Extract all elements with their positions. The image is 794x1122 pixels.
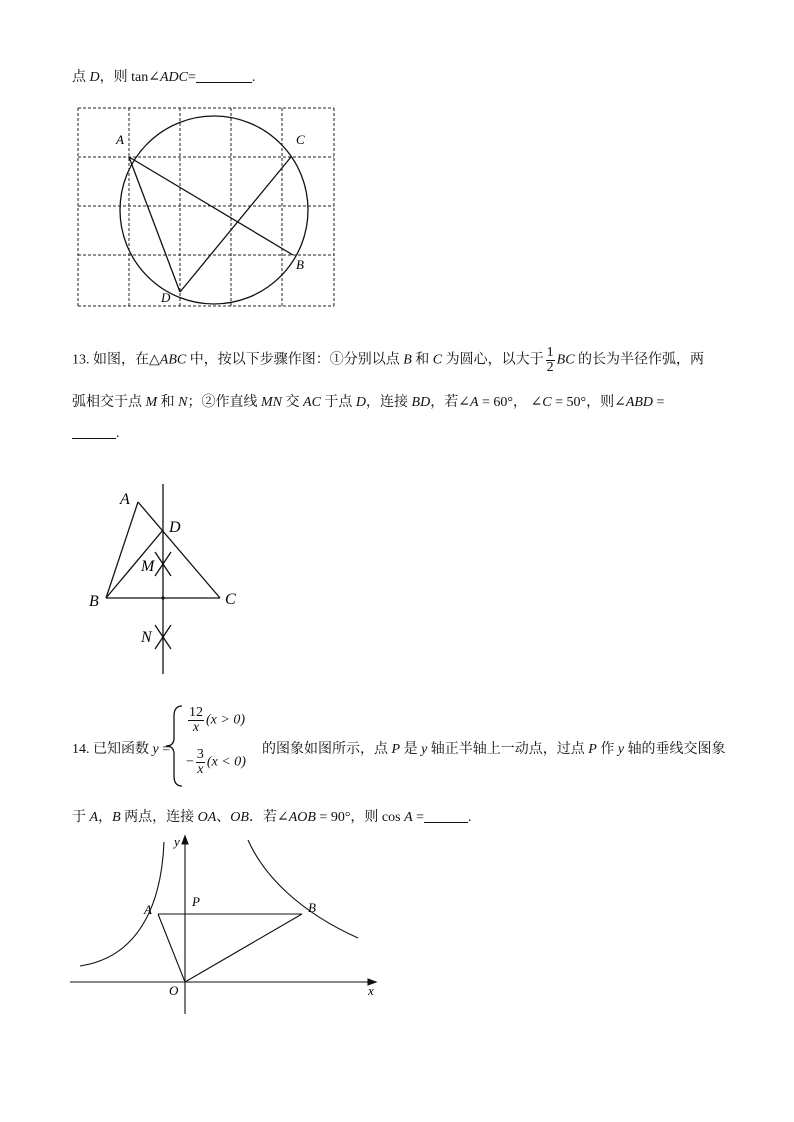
q12-grid-circle-figure xyxy=(72,104,342,314)
q13-label-n: N xyxy=(141,629,152,646)
q13-segment-bc: BC xyxy=(556,352,575,368)
q13-text: 13. 如图，在△ xyxy=(72,352,160,368)
q13-label-b: B xyxy=(89,593,99,610)
q13-line-1 xyxy=(72,346,704,375)
q12-text: . xyxy=(251,70,256,85)
q13-text: 的长为半径作弧，两 xyxy=(574,352,705,368)
q13-label-d: D xyxy=(169,519,181,536)
q12-label-b: B xyxy=(296,257,304,272)
q12-question-line xyxy=(72,66,255,86)
q13-label-c: C xyxy=(225,591,236,608)
q13-point-c: C xyxy=(432,352,443,368)
q13-answer-blank[interactable] xyxy=(72,424,116,439)
q14-piecewise-function xyxy=(160,704,270,788)
q13-text: 和 xyxy=(411,352,433,368)
q12-angle: ADC xyxy=(159,70,188,85)
q13-point-b: B xyxy=(403,352,412,368)
q12-label-d: D xyxy=(161,290,171,305)
q12-point-d: D xyxy=(89,70,100,85)
q13-angle-abd: ABD xyxy=(625,395,654,410)
q13-triangle-figure xyxy=(82,482,252,678)
q14-line-1-rest: 的图象如图所示，点 P 是 y 轴正半轴上一动点，过点 P 作 y 轴的垂线交图象 xyxy=(262,742,726,757)
q13-fraction-half: $\frac{1}{2}$ xyxy=(546,345,554,375)
q12-text: 点 xyxy=(72,70,90,85)
segment-ob xyxy=(185,914,302,982)
q12-label-a: A xyxy=(116,132,124,147)
q13-midpoint-dot xyxy=(161,596,164,599)
q13-line-mn: MN xyxy=(261,395,283,410)
q14-function-graph xyxy=(66,832,386,1018)
q14-label-o: O xyxy=(169,983,179,998)
q14-label-x: x xyxy=(368,983,374,998)
q14-piece-negative: − $\frac{3}{x}$ (x < 0) xyxy=(186,747,246,777)
q13-side-ab xyxy=(106,502,138,598)
q13-side-ac xyxy=(138,502,220,598)
q13-text: 为圆心，以大于 xyxy=(442,352,544,368)
q13-text: 中，按以下步骤作图：①分别以点 xyxy=(186,352,404,368)
q13-line-3: . xyxy=(72,424,120,442)
q12-label-c: C xyxy=(296,132,305,147)
q12-answer-blank[interactable] xyxy=(196,68,252,83)
q12-segment-ad xyxy=(129,157,180,292)
q14-line-2: 于 A，B 两点，连接 OA、OB．若∠AOB = 90°，则 cos A = . xyxy=(72,810,472,825)
q14-label-p: P xyxy=(192,894,200,909)
q13-line-2: 弧相交于点 M 和 N；②作直线 MN 交 AC 于点 D，连接 BD，若∠A = 60°， ∠C = 50°，则∠ABD = xyxy=(72,395,665,410)
q13-segment-ac: AC xyxy=(303,395,321,410)
q14-line-1-lead: 14. 已知函数 y = xyxy=(72,742,171,757)
q13-triangle-abc: ABC xyxy=(159,352,187,368)
q13-point-m: M xyxy=(145,395,158,410)
q13-segment-bd xyxy=(106,530,163,598)
q12-circle xyxy=(120,116,308,304)
q13-point-d: D xyxy=(355,395,367,410)
y-axis-arrow-icon xyxy=(182,836,188,844)
segment-oa xyxy=(158,914,185,982)
q14-angle-aob: AOB xyxy=(288,810,316,825)
q14-piece-positive: $\frac{12}{x}$ (x > 0) xyxy=(189,705,245,735)
q14-label-b: B xyxy=(308,900,316,915)
q14-answer-blank[interactable] xyxy=(424,808,468,823)
q14-label-y: y xyxy=(174,834,180,849)
q12-text: ，则 tan∠ xyxy=(99,70,160,85)
q14-left-brace xyxy=(162,704,186,788)
right-hyperbola-branch xyxy=(248,840,358,938)
q12-text: = xyxy=(187,70,196,85)
q13-label-a: A xyxy=(120,491,130,508)
q13-point-n: N xyxy=(178,395,188,410)
q12-segment-dc xyxy=(180,157,291,292)
q13-segment-bd: BD xyxy=(411,395,431,410)
q13-label-m: M xyxy=(141,558,155,575)
q14-label-a: A xyxy=(144,902,152,917)
